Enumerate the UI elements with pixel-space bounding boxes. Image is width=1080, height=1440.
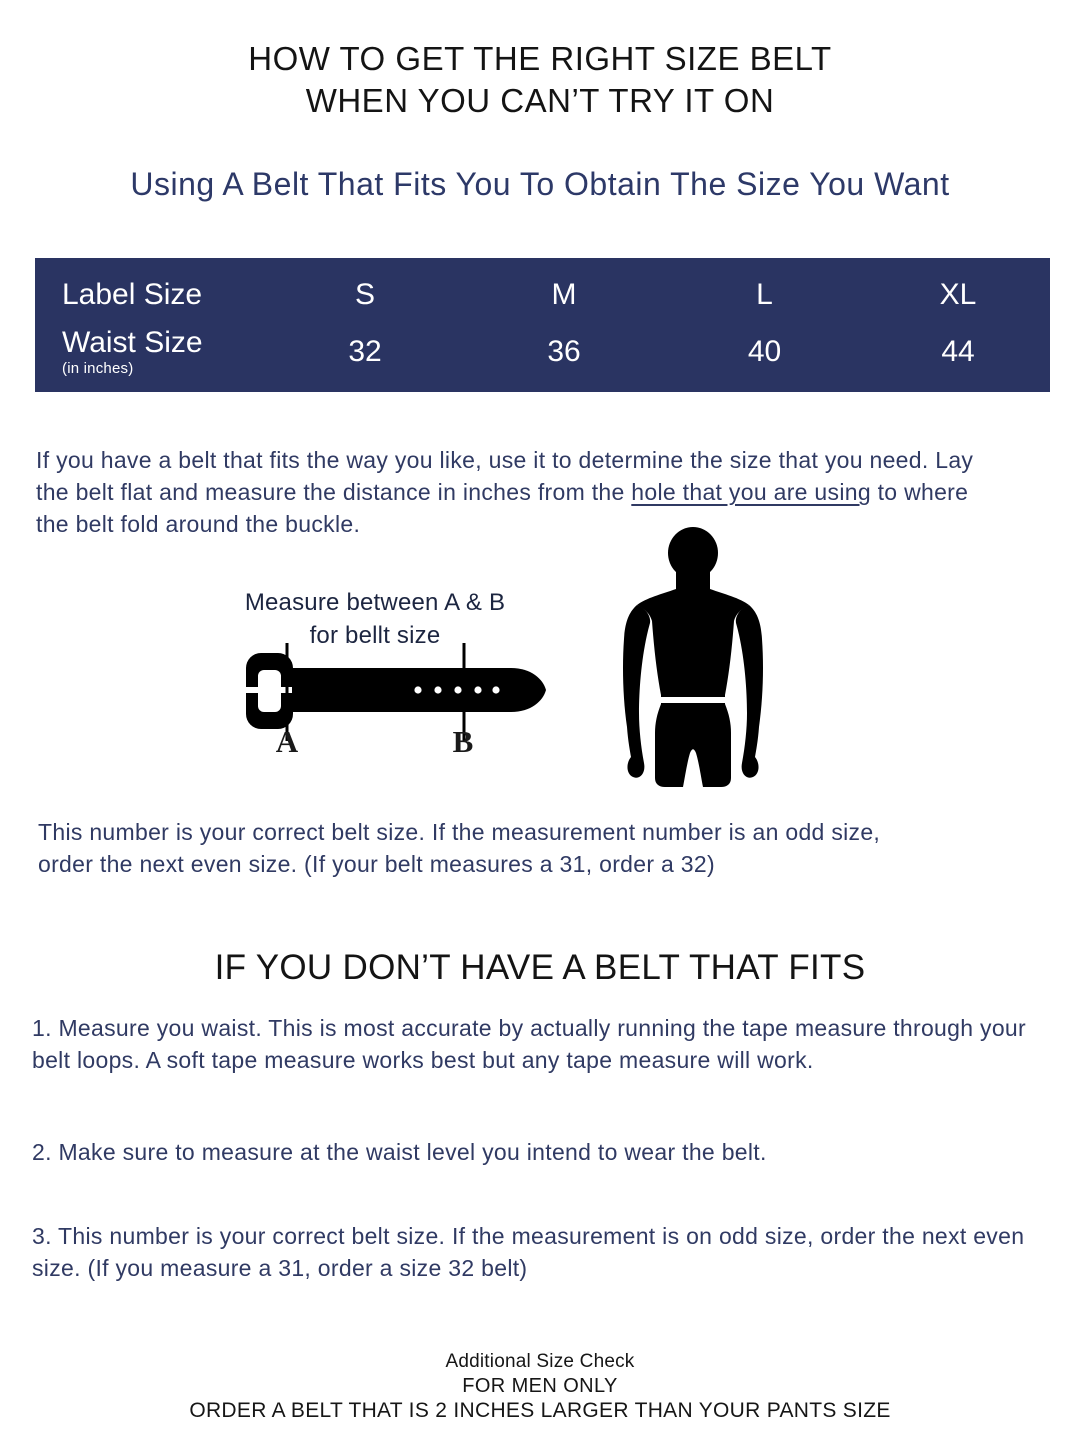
waist-belt-line xyxy=(659,697,727,703)
size-table-label-row xyxy=(35,272,1050,318)
marker-label-b: B xyxy=(452,724,474,759)
list-item: 1. Measure you waist. This is most accurate by actually running the tape measure through your belt loops. A soft tape measure works best but any tape measure will work. xyxy=(32,1015,1026,1073)
footer-order-note: ORDER A BELT THAT IS 2 INCHES LARGER THAN YOUR PANTS SIZE xyxy=(189,1399,891,1422)
section2-heading: IF YOU DON’T HAVE A BELT THAT FITS xyxy=(214,948,866,987)
size-table-cell: 40 xyxy=(747,335,782,368)
page-title-line1: HOW TO GET THE RIGHT SIZE BELT xyxy=(248,40,832,77)
page-title xyxy=(0,38,1080,122)
size-table-cell: 32 xyxy=(348,335,382,368)
marker-label-a: A xyxy=(275,724,299,759)
size-table-cell: XL xyxy=(939,278,977,311)
size-table-cell: L xyxy=(756,278,773,311)
intro-text-before: If you have a belt that fits the way you like, use it to determine the size that you need. Lay the belt flat and measure the distance in inches from the xyxy=(36,447,974,505)
belt-note-paragraph: This number is your correct belt size. If the measurement number is an odd size, order the next even size. (If your belt measures a 31, order a 32) xyxy=(38,819,881,877)
size-table-cell: 36 xyxy=(547,335,581,368)
intro-text-after: to where the belt fold around the buckle. xyxy=(36,479,969,537)
size-table-cell: M xyxy=(551,278,577,311)
waist-size-unit-note: (in inches) xyxy=(62,360,134,378)
size-table-header: Label Size xyxy=(62,278,203,312)
size-table-cell: S xyxy=(354,278,375,311)
footer-for-men-only: FOR MEN ONLY xyxy=(462,1375,618,1397)
waist-size-label: Waist Size xyxy=(62,325,203,359)
size-table xyxy=(35,258,1050,392)
intro-underlined-phrase: hole that you are using xyxy=(631,479,871,505)
diagram-caption-line2: for bellt size xyxy=(309,622,441,649)
footer-additional-size-check: Additional Size Check xyxy=(445,1351,635,1372)
man-silhouette-icon xyxy=(620,527,770,789)
list-item: 3. This number is your correct belt size. If the measurement is on odd size, order the next even size. (If you measure a 31, order a size 32 belt) xyxy=(32,1223,1025,1281)
section1-heading: Using A Belt That Fits You To Obtain The Size You Want xyxy=(130,166,950,202)
size-table-waist-row xyxy=(35,324,1050,380)
list-item: 2. Make sure to measure at the waist level you intend to wear the belt. xyxy=(32,1139,767,1165)
page-title-line2: WHEN YOU CAN’T TRY IT ON xyxy=(305,82,775,119)
intro-paragraph xyxy=(36,444,996,540)
size-table-cell: 44 xyxy=(941,335,975,368)
diagram-caption-line1: Measure between A & B xyxy=(244,589,506,616)
size-table-header xyxy=(35,327,265,377)
